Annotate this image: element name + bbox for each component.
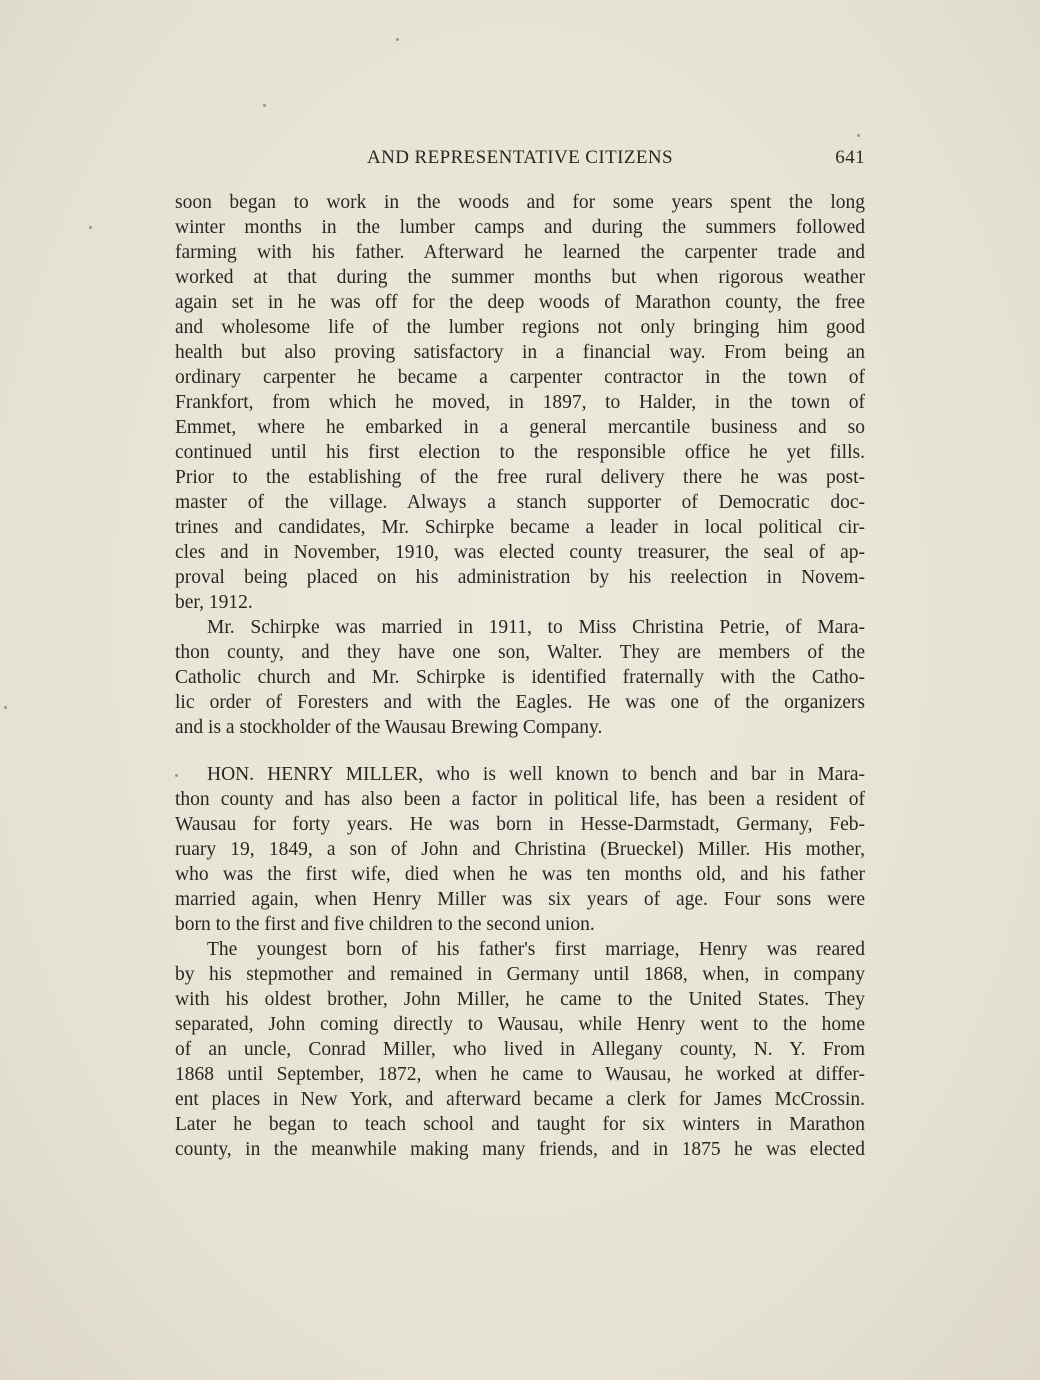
text-line: proval being placed on his administration by his reelection in Novem- <box>175 567 865 588</box>
paper-speck <box>263 104 266 107</box>
paragraph-schirpke-marriage-cont <box>175 640 865 740</box>
paragraph-miller-youth <box>175 937 865 962</box>
paper-speck <box>857 134 860 137</box>
paper-speck <box>396 38 399 41</box>
text-line: ber, 1912. <box>175 592 253 613</box>
text-line: master of the village. Always a stanch supporter of Democratic doc- <box>175 492 865 513</box>
paragraph-miller-intro-cont <box>175 787 865 937</box>
text-line: born to the first and five children to the second union. <box>175 914 595 935</box>
text-line: farming with his father. Afterward he learned the carpenter trade and <box>175 242 865 263</box>
text-line: Later he began to teach school and taught for six winters in Marathon <box>175 1114 865 1135</box>
text-line: 1868 until September, 1872, when he came to Wausau, he worked at differ- <box>175 1064 865 1085</box>
text-line: ordinary carpenter he became a carpenter contractor in the town of <box>175 367 865 388</box>
text-line: The youngest born of his father's first marriage, Henry was reared <box>207 939 865 960</box>
text-line: with his oldest brother, John Miller, he came to the United States. They <box>175 989 865 1010</box>
text-line: soon began to work in the woods and for some years spent the long <box>175 192 865 213</box>
text-line: Emmet, where he embarked in a general mercantile business and so <box>175 417 865 438</box>
text-line: county, in the meanwhile making many friends, and in 1875 he was elected <box>175 1139 865 1160</box>
text-line: continued until his first election to the responsible office he yet fills. <box>175 442 865 463</box>
text-line: HON. HENRY MILLER, who is well known to bench and bar in Mara- <box>207 764 865 785</box>
text-line: married again, when Henry Miller was six years of age. Four sons were <box>175 889 865 910</box>
text-line: and is a stockholder of the Wausau Brewing Company. <box>175 717 603 738</box>
text-line: Wausau for forty years. He was born in Hesse-Darmstadt, Germany, Feb- <box>175 814 865 835</box>
section-gap <box>175 740 865 762</box>
text-line: winter months in the lumber camps and during the summers followed <box>175 217 865 238</box>
paragraph-miller-youth-cont <box>175 962 865 1162</box>
text-line: Prior to the establishing of the free rural delivery there he was post- <box>175 467 865 488</box>
text-line: Frankfort, from which he moved, in 1897, to Halder, in the town of <box>175 392 865 413</box>
paragraph-miller-intro <box>175 762 865 787</box>
text-line: health but also proving satisfactory in a financial way. From being an <box>175 342 865 363</box>
page-number: 641 <box>835 147 865 168</box>
text-line: again set in he was off for the deep woods of Marathon county, the free <box>175 292 865 313</box>
paragraph-schirpke-career <box>175 190 865 615</box>
text-line: by his stepmother and remained in Germany until 1868, when, in company <box>175 964 865 985</box>
text-line: thon county, and they have one son, Walter. They are members of the <box>175 642 865 663</box>
text-line: who was the first wife, died when he was ten months old, and his father <box>175 864 865 885</box>
paragraph-schirpke-marriage <box>175 615 865 640</box>
text-line: ruary 19, 1849, a son of John and Christina (Brueckel) Miller. His mother, <box>175 839 865 860</box>
text-line: lic order of Foresters and with the Eagles. He was one of the organizers <box>175 692 865 713</box>
text-line: and wholesome life of the lumber regions not only bringing him good <box>175 317 865 338</box>
paper-speck <box>89 226 92 229</box>
text-line: trines and candidates, Mr. Schirpke became a leader in local political cir- <box>175 517 865 538</box>
body-text <box>175 190 865 1162</box>
text-line: Mr. Schirpke was married in 1911, to Miss Christina Petrie, of Mara- <box>207 617 865 638</box>
running-title: AND REPRESENTATIVE CITIZENS <box>367 147 673 168</box>
text-line: separated, John coming directly to Wausau, while Henry went to the home <box>175 1014 865 1035</box>
text-line: thon county and has also been a factor in political life, has been a resident of <box>175 789 865 810</box>
text-line: worked at that during the summer months but when rigorous weather <box>175 267 865 288</box>
running-header <box>175 147 865 175</box>
text-line: ent places in New York, and afterward became a clerk for James McCrossin. <box>175 1089 865 1110</box>
paper-speck <box>4 706 7 709</box>
text-line: cles and in November, 1910, was elected county treasurer, the seal of ap- <box>175 542 865 563</box>
text-line: of an uncle, Conrad Miller, who lived in Allegany county, N. Y. From <box>175 1039 865 1060</box>
text-line: Catholic church and Mr. Schirpke is identified fraternally with the Catho- <box>175 667 865 688</box>
